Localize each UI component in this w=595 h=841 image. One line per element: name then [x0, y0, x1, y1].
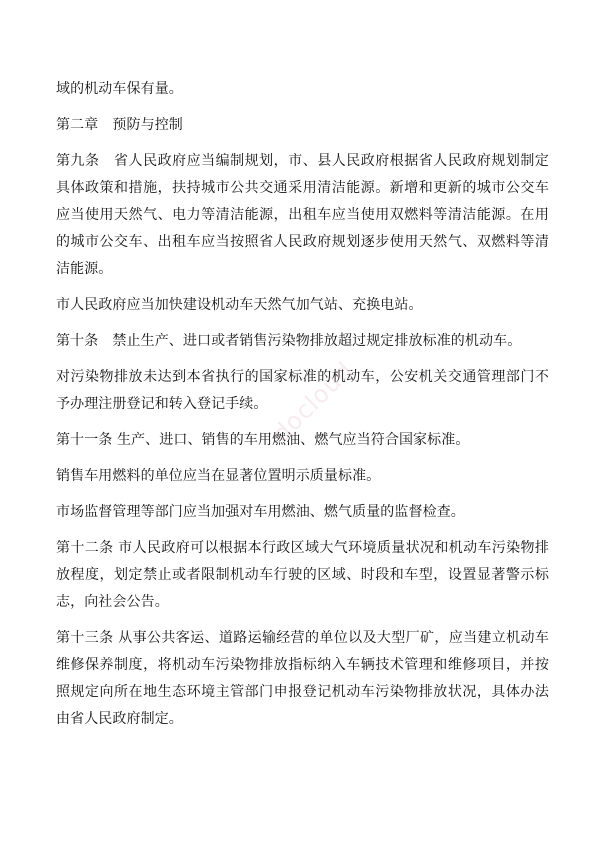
article-9-clause: 市人民政府应当加快建设机动车天然气加气站、充换电站。: [56, 297, 423, 313]
article-11: 第十一条 生产、进口、销售的车用燃油、燃气应当符合国家标准。: [56, 432, 470, 448]
paragraph-continuation: 域的机动车保有量。: [56, 81, 183, 97]
article-13: 第十三条 从事公共客运、道路运输经营的单位以及大型厂矿，应当建立机动车维修保养制度，将机动车污染物排放指标纳入车辆技术管理和维修项目，并按照规定向所在地生态环境主管部门申报登记机动车污染物排放状况，具体办法由省人民政府制定。: [56, 630, 549, 727]
watermark-logo: docloud: [267, 356, 359, 448]
chapter-heading: 第二章 预防与控制: [56, 117, 183, 133]
article-11-clause-2: 市场监督管理等部门应当加强对车用燃油、燃气质量的监督检查。: [56, 504, 465, 520]
article-9: 第九条 省人民政府应当编制规划，市、县人民政府根据省人民政府规划制定具体政策和措施，扶持城市公共交通采用清洁能源。新增和更新的城市公交车应当使用天然气、电力等清洁能源，出租车应当使用双燃料等清洁能源。在用的城市公交车、出租车应当按照省人民政府规划逐步使用天然气、双燃料等清洁能源。: [56, 153, 549, 277]
document-body: [56, 76, 549, 742]
article-11-clause-1: 销售车用燃料的单位应当在显著位置明示质量标准。: [56, 468, 381, 484]
article-10: 第十条 禁止生产、进口或者销售污染物排放超过规定排放标准的机动车。: [56, 333, 522, 349]
article-12: 第十二条 市人民政府可以根据本行政区域大气环境质量状况和机动车污染物排放程度，划定禁止或者限制机动车行驶的区域、时段和车型，设置显著警示标志，向社会公告。: [56, 540, 549, 610]
article-10-clause: 对污染物排放未达到本省执行的国家标准的机动车，公安机关交通管理部门不予办理注册登记和转入登记手续。: [56, 369, 549, 412]
